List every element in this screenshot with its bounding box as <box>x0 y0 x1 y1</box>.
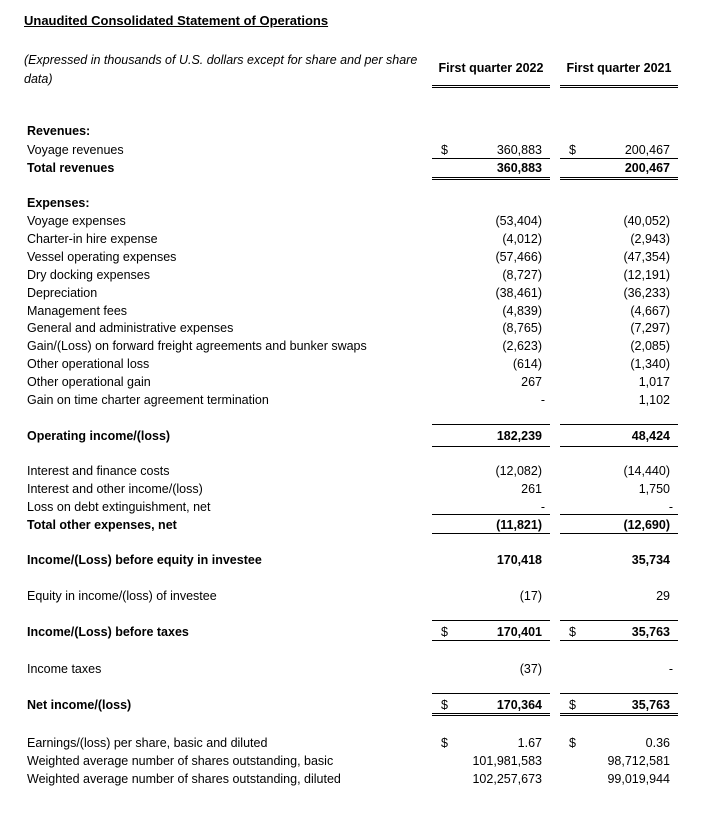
table-row <box>0 427 702 445</box>
value-2021: 1,750 <box>638 482 670 496</box>
table-row <box>0 623 702 641</box>
table-row <box>0 284 702 302</box>
currency-symbol: $ <box>569 625 576 639</box>
total-rule <box>432 640 550 641</box>
value-2022: (37) <box>519 662 542 676</box>
column-header-q1-2022: First quarter 2022 <box>438 61 544 75</box>
row-label: Vessel operating expenses <box>27 250 177 264</box>
table-row <box>0 480 702 498</box>
row-label: Interest and finance costs <box>27 464 170 478</box>
table-row <box>0 266 702 284</box>
table-row <box>0 122 702 140</box>
value-2021: (12,690) <box>623 518 670 532</box>
row-label: General and administrative expenses <box>27 321 234 335</box>
table-row <box>0 770 702 788</box>
total-rule <box>560 715 678 716</box>
row-label: Charter-in hire expense <box>27 232 158 246</box>
row-label: Voyage revenues <box>27 143 124 157</box>
row-label: Loss on debt extinguishment, net <box>27 500 211 514</box>
value-2021: 200,467 <box>624 143 670 157</box>
total-rule <box>560 640 678 641</box>
value-2021: (12,191) <box>623 268 670 282</box>
table-row <box>0 587 702 605</box>
table-row <box>0 337 702 355</box>
value-2022: 1.67 <box>517 736 542 750</box>
row-label: Revenues: <box>27 124 91 138</box>
subtotal-rule <box>432 620 550 621</box>
column-rule <box>560 87 678 88</box>
row-label: Income/(Loss) before equity in investee <box>27 553 262 567</box>
value-2022: 261 <box>521 482 542 496</box>
row-label: Management fees <box>27 304 128 318</box>
table-row <box>0 462 702 480</box>
value-2022: 170,401 <box>496 625 542 639</box>
table-row <box>0 516 702 534</box>
currency-symbol: $ <box>441 736 448 750</box>
total-rule <box>432 179 550 180</box>
value-2021: (2,943) <box>630 232 670 246</box>
total-rule <box>560 179 678 180</box>
value-2022: 267 <box>521 375 542 389</box>
row-label: Weighted average number of shares outstanding, basic <box>27 754 334 768</box>
value-2022: (12,082) <box>495 464 542 478</box>
column-header-q1-2021: First quarter 2021 <box>566 61 672 75</box>
currency-symbol: $ <box>441 143 448 157</box>
table-row <box>0 752 702 770</box>
value-2021: 35,763 <box>631 625 670 639</box>
value-2021: 35,763 <box>631 698 670 712</box>
row-label: Total other expenses, net <box>27 518 177 532</box>
value-2022: 170,418 <box>496 553 542 567</box>
total-rule <box>432 446 550 447</box>
table-row <box>0 373 702 391</box>
table-row <box>0 212 702 230</box>
value-2022: 360,883 <box>496 161 542 175</box>
value-2021: 1,017 <box>638 375 670 389</box>
row-label: Interest and other income/(loss) <box>27 482 203 496</box>
row-label: Earnings/(loss) per share, basic and diluted <box>27 736 268 750</box>
value-2022: (8,765) <box>502 321 542 335</box>
total-rule <box>560 713 678 714</box>
currency-symbol: $ <box>569 698 576 712</box>
column-rule <box>560 85 678 86</box>
value-2022: 101,981,583 <box>472 754 542 768</box>
value-2022: 102,257,673 <box>472 772 542 786</box>
value-2022: (4,839) <box>502 304 542 318</box>
value-2022: 182,239 <box>496 429 542 443</box>
row-label: Total revenues <box>27 161 115 175</box>
table-row <box>0 355 702 373</box>
value-2021: (36,233) <box>623 286 670 300</box>
value-2021: 98,712,581 <box>607 754 670 768</box>
value-2021: 0.36 <box>645 736 670 750</box>
table-row <box>0 159 702 177</box>
row-label: Dry docking expenses <box>27 268 150 282</box>
value-2021: - <box>668 662 673 676</box>
subtotal-rule <box>432 693 550 694</box>
table-row <box>0 248 702 266</box>
subtotal-rule <box>432 514 550 515</box>
currency-symbol: $ <box>441 625 448 639</box>
subtotal-rule <box>560 514 678 515</box>
value-2021: 35,734 <box>631 553 670 567</box>
total-rule <box>432 713 550 714</box>
row-label: Equity in income/(loss) of investee <box>27 589 217 603</box>
value-2021: 48,424 <box>631 429 670 443</box>
subtotal-rule <box>432 424 550 425</box>
table-row <box>0 302 702 320</box>
total-rule <box>560 533 678 534</box>
row-label: Income/(Loss) before taxes <box>27 625 189 639</box>
value-2022: (614) <box>512 357 542 371</box>
total-rule <box>432 533 550 534</box>
value-2022: - <box>540 393 545 407</box>
row-label: Expenses: <box>27 196 90 210</box>
currency-symbol: $ <box>569 736 576 750</box>
row-label: Weighted average number of shares outstanding, diluted <box>27 772 341 786</box>
table-row <box>0 391 702 409</box>
row-label: Gain on time charter agreement termination <box>27 393 269 407</box>
value-2021: (4,667) <box>630 304 670 318</box>
subtotal-rule <box>560 693 678 694</box>
value-2021: 99,019,944 <box>607 772 670 786</box>
value-2022: (8,727) <box>502 268 542 282</box>
row-label: Voyage expenses <box>27 214 126 228</box>
value-2022: - <box>540 500 545 514</box>
row-label: Other operational gain <box>27 375 151 389</box>
column-rule <box>432 87 550 88</box>
value-2021: 200,467 <box>624 161 670 175</box>
row-label: Other operational loss <box>27 357 150 371</box>
value-2021: - <box>668 500 673 514</box>
value-2021: 1,102 <box>638 393 670 407</box>
units-note: (Expressed in thousands of U.S. dollars except for share and per share data) <box>24 53 418 86</box>
subtotal-rule <box>560 620 678 621</box>
value-2022: (4,012) <box>502 232 542 246</box>
row-label: Income taxes <box>27 662 102 676</box>
subtotal-rule <box>560 424 678 425</box>
value-2022: 360,883 <box>496 143 542 157</box>
value-2022: (17) <box>519 589 542 603</box>
value-2021: (14,440) <box>623 464 670 478</box>
value-2022: 170,364 <box>496 698 542 712</box>
table-row <box>0 696 702 714</box>
value-2021: (2,085) <box>630 339 670 353</box>
value-2021: (1,340) <box>630 357 670 371</box>
value-2021: (47,354) <box>623 250 670 264</box>
value-2021: (7,297) <box>630 321 670 335</box>
value-2021: (40,052) <box>623 214 670 228</box>
value-2021: 29 <box>656 589 670 603</box>
table-row <box>0 660 702 678</box>
value-2022: (38,461) <box>495 286 542 300</box>
table-row <box>0 194 702 212</box>
value-2022: (53,404) <box>495 214 542 228</box>
table-row <box>0 230 702 248</box>
value-2022: (2,623) <box>502 339 542 353</box>
row-label: Depreciation <box>27 286 98 300</box>
table-row <box>0 734 702 752</box>
total-rule <box>560 177 678 178</box>
total-rule <box>560 446 678 447</box>
value-2022: (57,466) <box>495 250 542 264</box>
table-row <box>0 551 702 569</box>
currency-symbol: $ <box>569 143 576 157</box>
row-label: Gain/(Loss) on forward freight agreements and bunker swaps <box>27 339 367 353</box>
column-rule <box>432 85 550 86</box>
table-row <box>0 141 702 159</box>
currency-symbol: $ <box>441 698 448 712</box>
value-2022: (11,821) <box>496 518 542 532</box>
total-rule <box>432 177 550 178</box>
statement-title: Unaudited Consolidated Statement of Operations <box>24 13 329 28</box>
table-row <box>0 319 702 337</box>
row-label: Net income/(loss) <box>27 698 132 712</box>
total-rule <box>432 715 550 716</box>
row-label: Operating income/(loss) <box>27 429 171 443</box>
